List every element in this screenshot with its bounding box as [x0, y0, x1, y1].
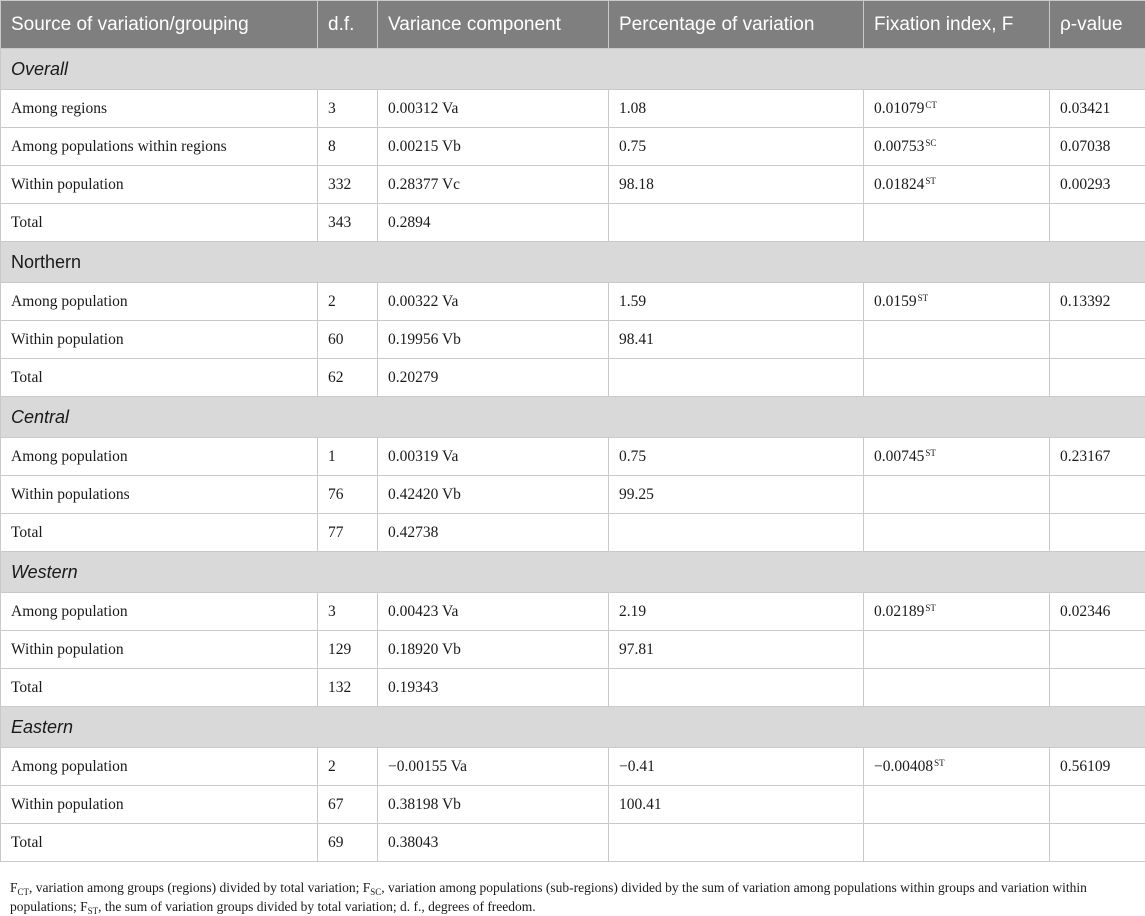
footnote-fst-label: F — [80, 899, 88, 914]
cell-variance: 0.42738 — [378, 514, 609, 552]
cell-df: 76 — [318, 476, 378, 514]
cell-fixation — [864, 824, 1050, 862]
cell-variance: 0.28377 Vc — [378, 166, 609, 204]
footnote-fsc-text: , variation among populations (sub-regions) divided by the sum of variation among populations within groups and variation within populations; — [10, 880, 1087, 914]
cell-df: 77 — [318, 514, 378, 552]
header-source: Source of variation/grouping — [1, 1, 318, 49]
cell-pvalue: 0.56109 — [1050, 748, 1145, 786]
cell-variance: 0.38198 Vb — [378, 786, 609, 824]
cell-df: 343 — [318, 204, 378, 242]
table-row — [1, 786, 1145, 824]
footnote-fst-sub: ST — [87, 906, 99, 916]
table-row — [1, 283, 1145, 321]
cell-percentage — [609, 204, 864, 242]
cell-source: Within population — [1, 166, 318, 204]
cell-variance: 0.38043 — [378, 824, 609, 862]
section-row — [1, 49, 1145, 90]
header-row — [1, 1, 1145, 49]
section-title: Western — [1, 552, 1145, 593]
table-header — [1, 1, 1145, 49]
table-row — [1, 748, 1145, 786]
cell-fixation — [864, 90, 1050, 128]
footnote-fsc-label: F — [362, 880, 371, 895]
cell-pvalue: 0.00293 — [1050, 166, 1145, 204]
fixation-superscript: ST — [917, 292, 929, 303]
cell-df: 129 — [318, 631, 378, 669]
footnote-fct-text: , variation among groups (regions) divided by total variation; — [29, 880, 363, 895]
header-variance: Variance component — [378, 1, 609, 49]
cell-percentage: 0.75 — [609, 128, 864, 166]
fixation-superscript: CT — [925, 99, 937, 110]
section-title: Northern — [1, 242, 1145, 283]
cell-percentage: 98.18 — [609, 166, 864, 204]
cell-variance: −0.00155 Va — [378, 748, 609, 786]
cell-source: Total — [1, 514, 318, 552]
cell-fixation — [864, 128, 1050, 166]
section-row — [1, 242, 1145, 283]
cell-fixation — [864, 593, 1050, 631]
cell-pvalue — [1050, 359, 1145, 397]
cell-pvalue — [1050, 631, 1145, 669]
cell-variance: 0.20279 — [378, 359, 609, 397]
cell-percentage — [609, 824, 864, 862]
section-title: Central — [1, 397, 1145, 438]
cell-df: 8 — [318, 128, 378, 166]
fixation-value: 0.01079 — [874, 99, 925, 117]
cell-df: 60 — [318, 321, 378, 359]
cell-df: 2 — [318, 748, 378, 786]
cell-percentage: 0.75 — [609, 438, 864, 476]
table-row — [1, 593, 1145, 631]
cell-percentage: 97.81 — [609, 631, 864, 669]
fixation-superscript: SC — [925, 137, 937, 148]
table-row — [1, 90, 1145, 128]
cell-fixation — [864, 283, 1050, 321]
cell-pvalue — [1050, 824, 1145, 862]
table-row — [1, 321, 1145, 359]
cell-percentage — [609, 669, 864, 707]
cell-df: 3 — [318, 593, 378, 631]
header-df: d.f. — [318, 1, 378, 49]
fixation-value: 0.0159 — [874, 292, 917, 310]
table-row — [1, 476, 1145, 514]
cell-source: Among population — [1, 748, 318, 786]
cell-variance: 0.2894 — [378, 204, 609, 242]
footnote-fct-label: F — [10, 880, 18, 895]
fixation-value: 0.00745 — [874, 447, 925, 465]
section-row — [1, 397, 1145, 438]
footnote-fsc-sub: SC — [370, 887, 382, 897]
cell-pvalue — [1050, 476, 1145, 514]
fixation-value: 0.01824 — [874, 175, 925, 193]
table-row — [1, 824, 1145, 862]
table-footnote — [10, 878, 1135, 916]
header-percentage: Percentage of variation — [609, 1, 864, 49]
cell-pvalue: 0.07038 — [1050, 128, 1145, 166]
header-fixation: Fixation index, F — [864, 1, 1050, 49]
footnote-fct-sub: CT — [17, 887, 30, 897]
table-row — [1, 359, 1145, 397]
cell-source: Among population — [1, 283, 318, 321]
cell-source: Within population — [1, 631, 318, 669]
cell-source: Within population — [1, 321, 318, 359]
cell-source: Total — [1, 824, 318, 862]
cell-variance: 0.19343 — [378, 669, 609, 707]
cell-source: Among regions — [1, 90, 318, 128]
cell-pvalue: 0.13392 — [1050, 283, 1145, 321]
cell-fixation — [864, 748, 1050, 786]
table-row — [1, 166, 1145, 204]
fixation-value: 0.02189 — [874, 602, 925, 620]
cell-source: Among populations within regions — [1, 128, 318, 166]
table-row — [1, 631, 1145, 669]
table-row — [1, 438, 1145, 476]
cell-fixation — [864, 631, 1050, 669]
fixation-value: 0.00753 — [874, 137, 925, 155]
fixation-superscript: ST — [925, 447, 936, 458]
cell-pvalue: 0.23167 — [1050, 438, 1145, 476]
cell-df: 2 — [318, 283, 378, 321]
cell-percentage: 2.19 — [609, 593, 864, 631]
section-title: Overall — [1, 49, 1145, 90]
fixation-value: −0.00408 — [874, 757, 934, 775]
cell-variance: 0.19956 Vb — [378, 321, 609, 359]
cell-percentage: 99.25 — [609, 476, 864, 514]
cell-fixation — [864, 204, 1050, 242]
table-row — [1, 204, 1145, 242]
cell-df: 132 — [318, 669, 378, 707]
fixation-superscript: ST — [925, 602, 936, 613]
cell-df: 69 — [318, 824, 378, 862]
cell-percentage: 1.08 — [609, 90, 864, 128]
cell-variance: 0.00215 Vb — [378, 128, 609, 166]
header-pvalue: ρ-value — [1050, 1, 1145, 49]
cell-variance: 0.00312 Va — [378, 90, 609, 128]
cell-percentage: −0.41 — [609, 748, 864, 786]
table-row — [1, 514, 1145, 552]
table-row — [1, 669, 1145, 707]
cell-df: 1 — [318, 438, 378, 476]
section-title: Eastern — [1, 707, 1145, 748]
cell-pvalue — [1050, 514, 1145, 552]
cell-percentage: 98.41 — [609, 321, 864, 359]
cell-source: Total — [1, 359, 318, 397]
cell-percentage — [609, 359, 864, 397]
cell-source: Among population — [1, 438, 318, 476]
cell-source: Within population — [1, 786, 318, 824]
cell-variance: 0.18920 Vb — [378, 631, 609, 669]
cell-fixation — [864, 359, 1050, 397]
cell-source: Total — [1, 204, 318, 242]
table-body — [1, 49, 1145, 862]
cell-variance: 0.00322 Va — [378, 283, 609, 321]
cell-source: Total — [1, 669, 318, 707]
section-row — [1, 552, 1145, 593]
fixation-superscript: ST — [925, 175, 936, 186]
cell-df: 62 — [318, 359, 378, 397]
cell-fixation — [864, 438, 1050, 476]
cell-df: 3 — [318, 90, 378, 128]
cell-percentage: 100.41 — [609, 786, 864, 824]
fixation-superscript: ST — [934, 757, 945, 768]
cell-df: 67 — [318, 786, 378, 824]
cell-source: Among population — [1, 593, 318, 631]
cell-pvalue — [1050, 321, 1145, 359]
cell-pvalue — [1050, 204, 1145, 242]
cell-variance: 0.00423 Va — [378, 593, 609, 631]
cell-fixation — [864, 321, 1050, 359]
cell-percentage: 1.59 — [609, 283, 864, 321]
cell-variance: 0.00319 Va — [378, 438, 609, 476]
cell-df: 332 — [318, 166, 378, 204]
cell-fixation — [864, 786, 1050, 824]
footnote-fst-text: , the sum of variation groups divided by total variation; d. f., degrees of freedom. — [98, 899, 536, 914]
table-row — [1, 128, 1145, 166]
cell-percentage — [609, 514, 864, 552]
cell-source: Within populations — [1, 476, 318, 514]
cell-pvalue — [1050, 786, 1145, 824]
cell-pvalue — [1050, 669, 1145, 707]
cell-fixation — [864, 166, 1050, 204]
cell-fixation — [864, 669, 1050, 707]
cell-pvalue: 0.02346 — [1050, 593, 1145, 631]
cell-variance: 0.42420 Vb — [378, 476, 609, 514]
cell-pvalue: 0.03421 — [1050, 90, 1145, 128]
section-row — [1, 707, 1145, 748]
cell-fixation — [864, 476, 1050, 514]
cell-fixation — [864, 514, 1050, 552]
